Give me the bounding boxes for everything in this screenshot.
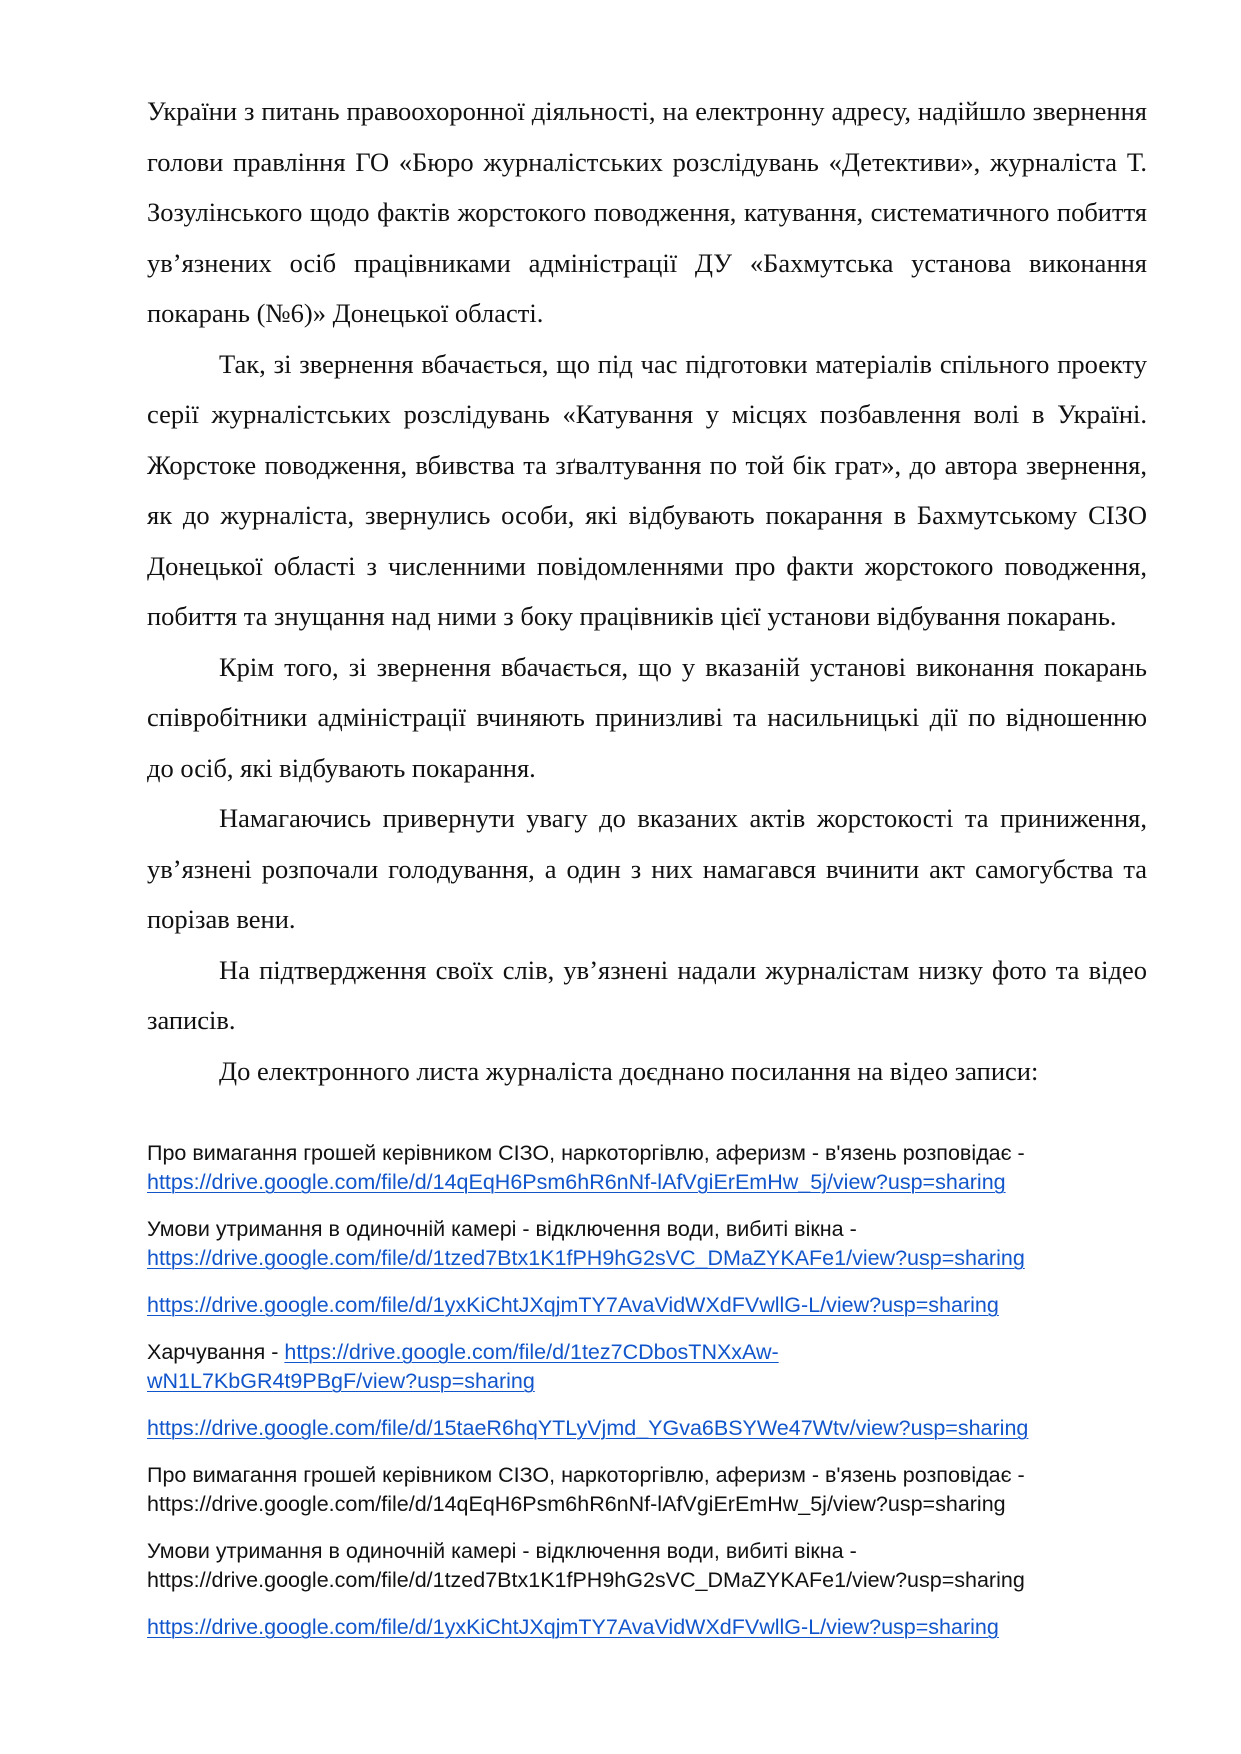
drive-link[interactable]: https://drive.google.com/file/d/15taeR6hqYTLyVjmd_YGva6BSYWe47Wtv/view?usp=sharing <box>147 1416 1029 1440</box>
link-caption: Умови утримання в одиночній камері - відключення води, вибиті вікна - <box>147 1539 857 1563</box>
paragraph-investigation-context: Так, зі звернення вбачається, що під час підготовки матеріалів спільного проекту серії журналістських розслідувань «Катування у місцях позбавлення волі в Україні. Жорстоке поводження, вбивства та зґвалтування по той бік грат», до автора звернення, як до журналіста, звернулись особи, які відбувають покарання в Бахмутському СІЗО Донецької області з численними повідомленнями про факти жорстокого поводження, побиття та знущання над ними з боку працівників цієї установи відбування покарань. <box>147 348 1147 631</box>
link-caption: Про вимагання грошей керівником СІЗО, наркоторгівлю, аферизм - в'язень розповідає - <box>147 1141 1025 1165</box>
drive-link[interactable]: https://drive.google.com/file/d/14qEqH6Psm6hR6nNf-lAfVgiErEmHw_5j/view?usp=sharing <box>147 1170 1006 1194</box>
drive-link-continuation[interactable]: wN1L7KbGR4t9PBgF/view?usp=sharing <box>147 1369 535 1393</box>
list-item <box>147 1338 1147 1396</box>
list-item <box>147 1613 1147 1642</box>
list-item <box>147 1139 1147 1197</box>
list-item <box>147 1461 1147 1519</box>
document-body <box>147 86 1147 1096</box>
plain-url-text: https://drive.google.com/file/d/1tzed7Btx1K1fPH9hG2sVC_DMaZYKAFe1/view?usp=sharing <box>147 1568 1025 1592</box>
list-item <box>147 1291 1147 1320</box>
paragraph-hunger-strike: Намагаючись привернути увагу до вказаних актів жорстокості та приниження, ув’язнені розпочали голодування, а один з них намагався вчинити акт самогубства та порізав вени. <box>147 803 1147 934</box>
list-item <box>147 1537 1147 1595</box>
link-caption: Умови утримання в одиночній камері - відключення води, вибиті вікна - <box>147 1217 857 1241</box>
list-item <box>147 1414 1147 1443</box>
drive-link[interactable]: https://drive.google.com/file/d/1tez7CDbosTNXxAw- <box>284 1340 779 1364</box>
paragraph-complaint-intro: України з питань правоохоронної діяльності, на електронну адресу, надійшло звернення голови правління ГО «Бюро журналістських розслідувань «Детективи», журналіста Т. Зозулінського щодо фактів жорстокого поводження, катування, систематичного побиття ув’язнених осіб працівниками адміністрації ДУ «Бахмутська установа виконання покарань (№6)» Донецької області. <box>147 96 1147 328</box>
drive-link[interactable]: https://drive.google.com/file/d/1tzed7Btx1K1fPH9hG2sVC_DMaZYKAFe1/view?usp=sharing <box>147 1246 1025 1270</box>
paragraph-evidence: На підтвердження своїх слів, ув’язнені надали журналістам низку фото та відео записів. <box>147 954 1147 1035</box>
drive-link[interactable]: https://drive.google.com/file/d/1yxKiChtJXqjmTY7AvaVidWXdFVwllG-L/view?usp=sharing <box>147 1293 999 1317</box>
plain-url-text: https://drive.google.com/file/d/14qEqH6Psm6hR6nNf-lAfVgiErEmHw_5j/view?usp=sharing <box>147 1492 1006 1516</box>
list-item <box>147 1215 1147 1273</box>
link-caption: Харчування - <box>147 1340 285 1364</box>
paragraph-administration-actions: Крім того, зі звернення вбачається, що у вказаній установі виконання покарань співробітники адміністрації вчиняють принизливі та насильницькі дії по відношенню до осіб, які відбувають покарання. <box>147 651 1147 783</box>
drive-link[interactable]: https://drive.google.com/file/d/1yxKiChtJXqjmTY7AvaVidWXdFVwllG-L/view?usp=sharing <box>147 1615 999 1639</box>
link-caption: Про вимагання грошей керівником СІЗО, наркоторгівлю, аферизм - в'язень розповідає - <box>147 1463 1025 1487</box>
video-links-list <box>147 1139 1147 1660</box>
paragraph-links-intro: До електронного листа журналіста доєднано посилання на відео записи: <box>219 1055 1039 1086</box>
